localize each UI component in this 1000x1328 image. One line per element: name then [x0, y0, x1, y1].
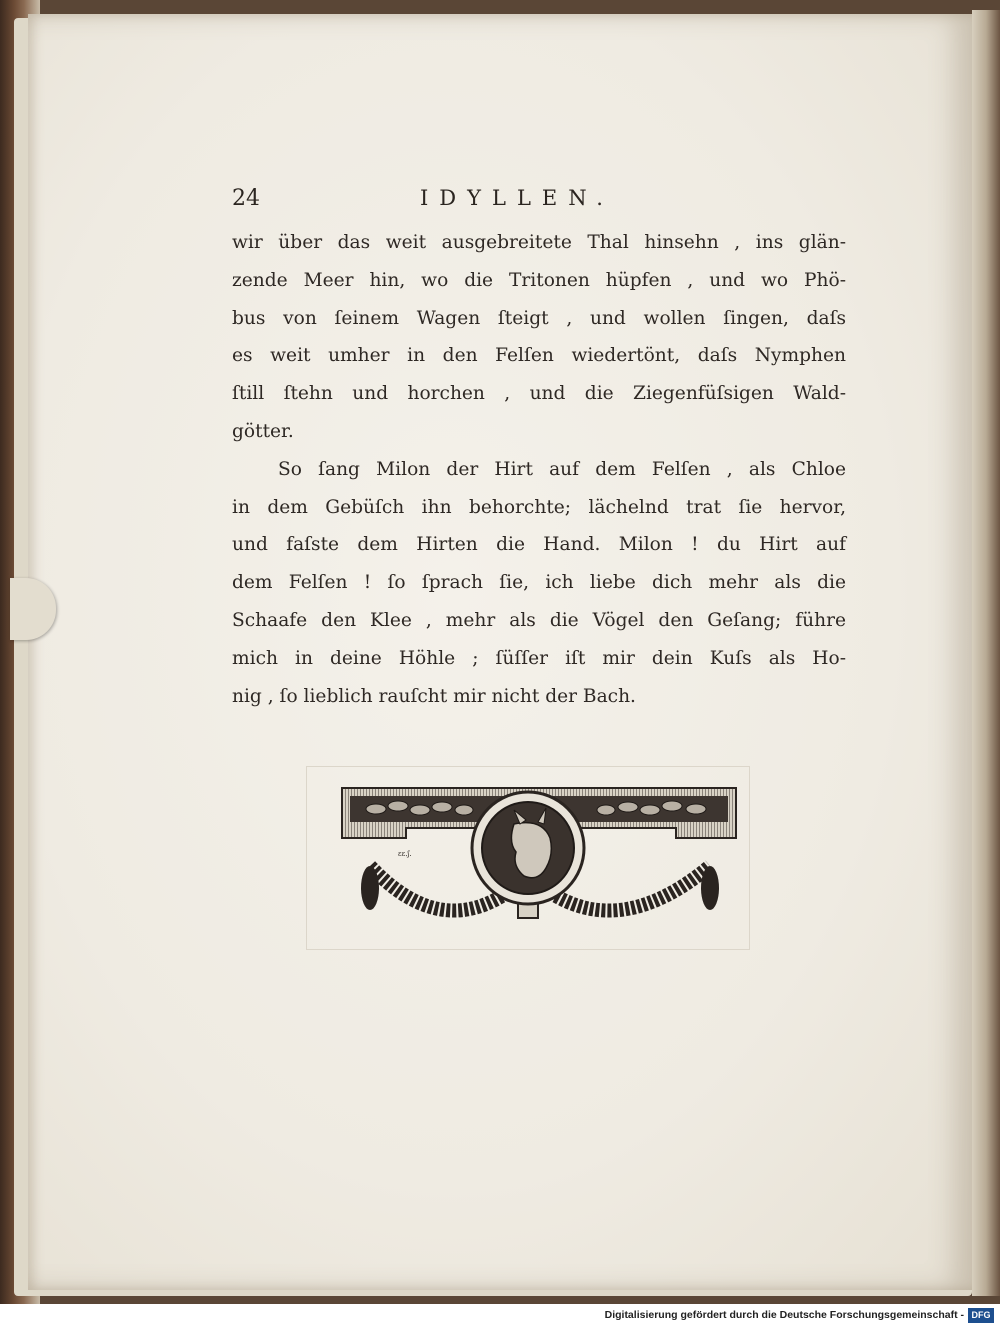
text-line: götter.	[232, 420, 294, 442]
text-line: ſtill ſtehn und horchen , und die Ziegenfüſsigen Wald-	[232, 383, 846, 405]
text-line: nig , ſo lieblich rauſcht mir nicht der Bach.	[232, 685, 636, 707]
page-number: 24	[232, 186, 260, 211]
running-title: IDYLLEN.	[420, 186, 614, 210]
text-line: wir über das weit ausgebreitete Thal hinsehn , ins glän-	[232, 232, 846, 253]
faun-head-icon	[511, 823, 551, 878]
engraved-vignette	[306, 766, 750, 950]
footer-bar	[0, 1304, 1000, 1328]
text-line: Schaafe den Klee , mehr als die Vögel den Geſang; führe	[232, 609, 846, 631]
engraver-signature: ɛɛ.ʃ.	[398, 850, 412, 858]
right-page-edge	[972, 10, 1000, 1296]
page-header	[232, 186, 852, 220]
digitization-credit: Digitalisierung gefördert durch die Deutsche Forschungsgemeinschaft -	[604, 1309, 964, 1321]
body-text	[232, 224, 846, 715]
text-line: zende Meer hin, wo die Tritonen hüpfen , und wo Phö-	[232, 269, 846, 291]
dfg-logo-icon: DFG	[968, 1308, 994, 1323]
text-line: es weit umher in den Felſen wiedertönt, daſs Nymphen	[232, 345, 846, 367]
text-line: und faſste dem Hirten die Hand. Milon ! du Hirt auf	[232, 534, 846, 556]
text-line: dem Felſen ! ſo ſprach ſie, ich liebe dich mehr als die	[232, 572, 846, 594]
text-line: So ſang Milon der Hirt auf dem Felſen , als Chloe	[278, 458, 846, 480]
text-line: bus von ſeinem Wagen ſteigt , und wollen ſingen, daſs	[232, 307, 846, 329]
text-line: in dem Gebüſch ihn behorchte; lächelnd trat ſie hervor,	[232, 496, 846, 518]
left-pendant	[361, 866, 379, 910]
text-line: mich in deine Höhle ; ſüſſer iſt mir dein Kuſs als Ho-	[232, 647, 846, 669]
right-pendant	[701, 866, 719, 910]
